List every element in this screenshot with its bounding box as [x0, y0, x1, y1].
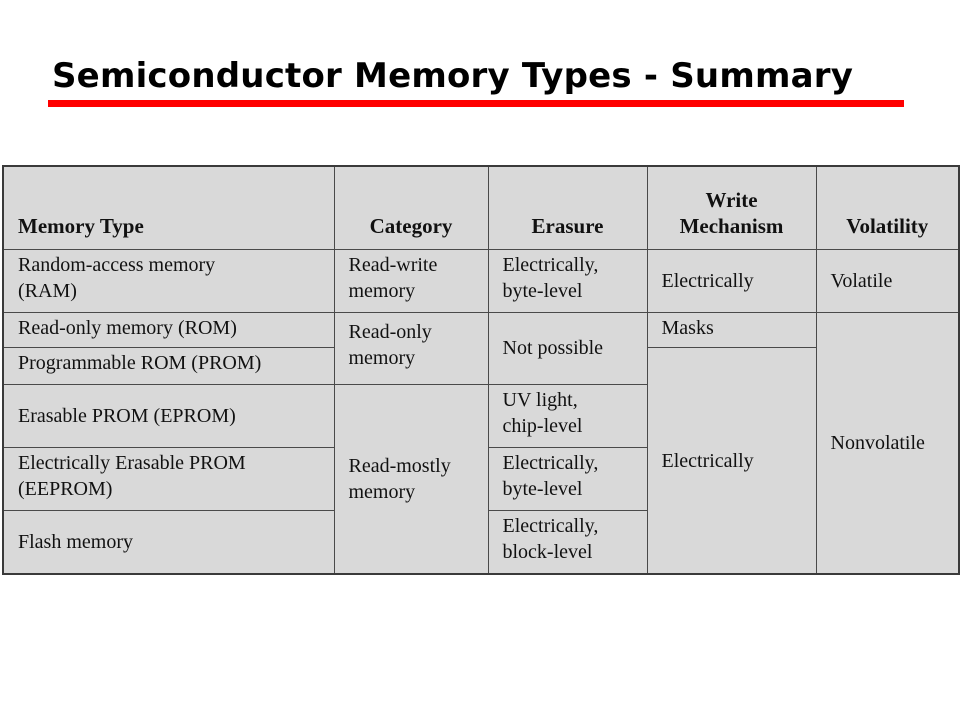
header-memory-type: Memory Type — [3, 166, 334, 250]
cell-write-mechanism: Electrically — [647, 348, 816, 574]
cell-write-mechanism: Masks — [647, 312, 816, 347]
cell-erasure: Electrically, byte-level — [488, 447, 647, 510]
slide-title: Semiconductor Memory Types - Summary — [52, 56, 854, 96]
header-write-mechanism: Write Mechanism — [647, 166, 816, 250]
memory-types-table — [2, 165, 960, 575]
cell-volatility: Volatile — [816, 250, 959, 313]
header-category: Category — [334, 166, 488, 250]
header-erasure: Erasure — [488, 166, 647, 250]
cell-volatility: Nonvolatile — [816, 312, 959, 574]
cell-memory-type: Read-only memory (ROM) — [3, 312, 334, 347]
cell-category: Read-only memory — [334, 312, 488, 384]
cell-erasure: Electrically, byte-level — [488, 250, 647, 313]
cell-memory-type: Programmable ROM (PROM) — [3, 348, 334, 385]
header-volatility: Volatility — [816, 166, 959, 250]
cell-category: Read-write memory — [334, 250, 488, 313]
table-row — [3, 250, 959, 313]
cell-erasure: UV light, chip-level — [488, 384, 647, 447]
cell-erasure: Not possible — [488, 312, 647, 384]
cell-memory-type: Erasable PROM (EPROM) — [3, 384, 334, 447]
cell-write-mechanism: Electrically — [647, 250, 816, 313]
title-underline — [48, 100, 904, 107]
cell-memory-type: Electrically Erasable PROM (EEPROM) — [3, 447, 334, 510]
table-row — [3, 312, 959, 347]
table-header-row — [3, 166, 959, 250]
cell-category: Read-mostly memory — [334, 384, 488, 574]
cell-memory-type: Random-access memory (RAM) — [3, 250, 334, 313]
cell-memory-type: Flash memory — [3, 510, 334, 574]
cell-erasure: Electrically, block-level — [488, 510, 647, 574]
